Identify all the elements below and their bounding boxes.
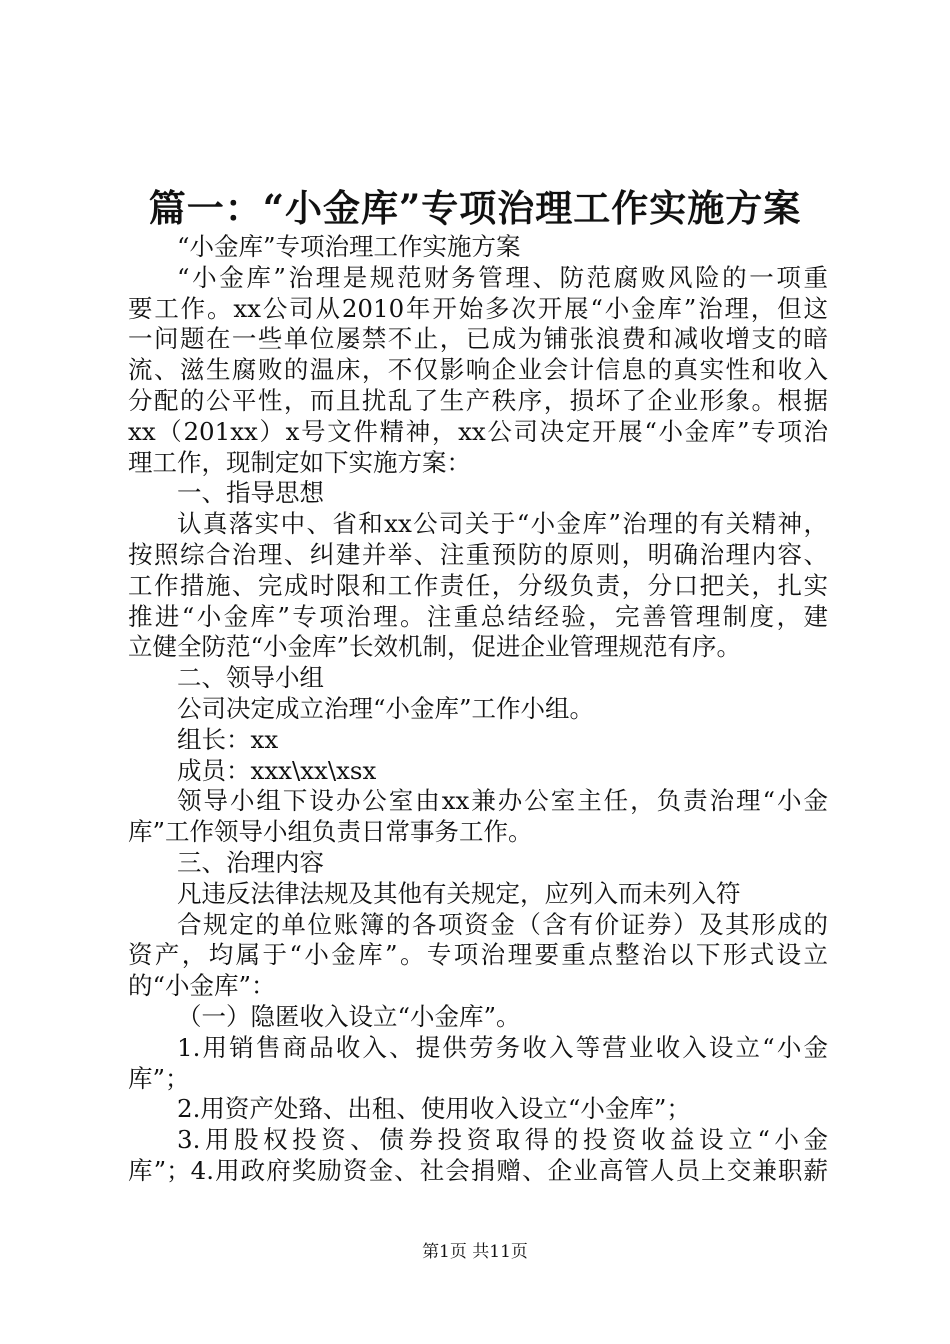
text-line: 分配的公平性，而且扰乱了生产秩序，损坏了企业形象。根据 bbox=[128, 385, 828, 415]
text-line: 合规定的单位账簿的各项资金（含有价证券）及其形成的 bbox=[177, 909, 828, 939]
text-line: 工作措施、完成时限和工作责任，分级负责，分口把关，扎实 bbox=[128, 570, 828, 600]
text-line: 理工作，现制定如下实施方案： bbox=[128, 447, 471, 477]
text-line: 凡违反法律法规及其他有关规定，应列入而未列入符 bbox=[177, 878, 741, 908]
text-line: 认真落实中、省和xx公司关于“小金库”治理的有关精神， bbox=[177, 509, 828, 539]
text-line: 的“小金库”： bbox=[128, 971, 276, 1001]
text-line: 库”； bbox=[128, 1063, 190, 1093]
text-line: 推进“小金库”专项治理。注重总结经验，完善管理制度，建 bbox=[128, 601, 828, 631]
text-line: 3.用股权投资、债券投资取得的投资收益设立“小金 bbox=[177, 1125, 828, 1155]
text-line: “小金库”治理是规范财务管理、防范腐败风险的一项重 bbox=[177, 262, 828, 292]
text-line: 一问题在一些单位屡禁不止，已成为铺张浪费和减收增支的暗 bbox=[128, 324, 828, 354]
text-line: 领导小组下设办公室由xx兼办公室主任，负责治理“小金 bbox=[177, 786, 828, 816]
text-line: 三、治理内容 bbox=[177, 847, 324, 877]
text-line: 库”；4.用政府奖励资金、社会捐赠、企业高管人员上交兼职薪 bbox=[128, 1155, 828, 1185]
page-footer: 第1页 共11页 bbox=[422, 1242, 528, 1262]
text-line: 要工作。xx公司从2010年开始多次开展“小金库”治理，但这 bbox=[128, 293, 828, 323]
text-line: 成员：xxx\xx\xsx bbox=[177, 755, 377, 785]
text-line: 组长：xx bbox=[177, 724, 279, 754]
document-title: 篇一：“小金库”专项治理工作实施方案 bbox=[148, 186, 802, 230]
text-line: （一）隐匿收入设立“小金库”。 bbox=[177, 1001, 521, 1031]
text-line: 库”工作领导小组负责日常事务工作。 bbox=[128, 817, 533, 847]
text-line: 二、领导小组 bbox=[177, 663, 324, 693]
text-line: 一、指导思想 bbox=[177, 478, 324, 508]
text-line: 资产，均属于“小金库”。专项治理要重点整治以下形式设立 bbox=[128, 940, 828, 970]
text-line: “小金库”专项治理工作实施方案 bbox=[177, 232, 521, 261]
text-line: 流、滋生腐败的温床，不仅影响企业会计信息的真实性和收入 bbox=[128, 355, 828, 385]
text-line: 2.用资产处臵、出租、使用收入设立“小金库”； bbox=[177, 1094, 691, 1124]
document-body bbox=[128, 232, 828, 1187]
text-line: xx（201xx）x号文件精神，xx公司决定开展“小金库”专项治 bbox=[128, 416, 828, 446]
text-line: 按照综合治理、纠建并举、注重预防的原则，明确治理内容、 bbox=[128, 539, 828, 569]
text-line: 公司决定成立治理“小金库”工作小组。 bbox=[177, 693, 595, 723]
text-line: 1.用销售商品收入、提供劳务收入等营业收入设立“小金 bbox=[177, 1032, 828, 1062]
text-line: 立健全防范“小金库”长效机制，促进企业管理规范有序。 bbox=[128, 632, 742, 662]
